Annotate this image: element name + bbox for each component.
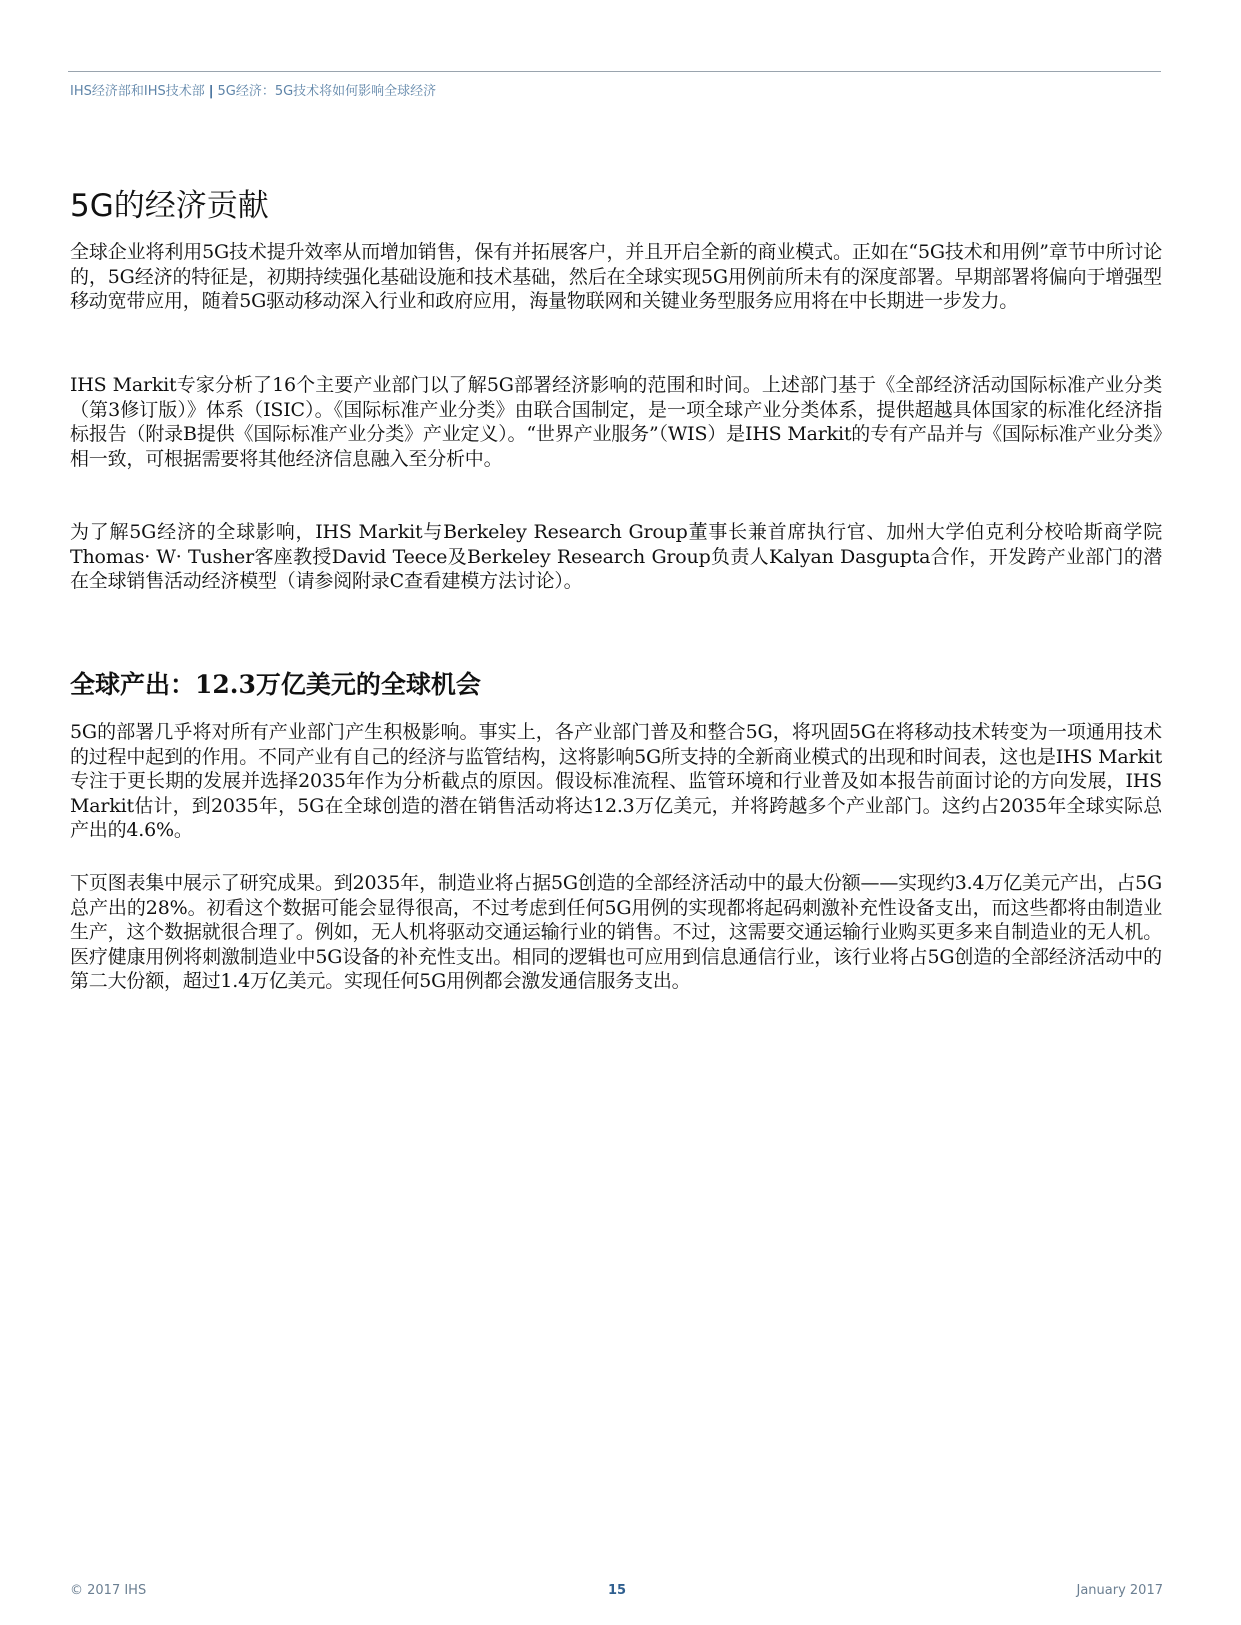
header-report-title: 5G经济：5G技术将如何影响全球经济: [217, 84, 437, 99]
section-paragraph-1: 全球企业将利用5G技术提升效率从而增加销售，保有并拓展客户，并且开启全新的商业模式。正如在“5G技术和用例”章节中所讨论的，5G经济的特征是，初期持续强化基础设施和技术基础，然后在全球实现5G用例前所未有的深度部署。早期部署将偏向于增强型移动宽带应用，随着5G驱动移动深入行业和政府应用，海量物联网和关键业务型服务应用将在中长期进一步发力。: [70, 241, 1162, 312]
section-paragraph-3: 为了解5G经济的全球影响，IHS Markit与Berkeley Research Group董事长兼首席执行官、加州大学伯克利分校哈斯商学院Thomas· W· Tusher客座教授David Teece及Berkeley Research Group负责人Kalyan Dasgupta合作，开发跨产业部门的潜在全球销售活动经济模型（请参阅附录C查看建模方法讨论）。: [70, 521, 1162, 592]
footer-copyright: © 2017 IHS: [70, 1583, 147, 1598]
section-paragraph-2: IHS Markit专家分析了16个主要产业部门以了解5G部署经济影响的范围和时间。上述部门基于《全部经济活动国际标准产业分类（第3修订版）》体系（ISIC）。《国际标准产业分类》由联合国制定，是一项全球产业分类体系，提供超越具体国家的标准化经济指标报告（附录B提供《国际标准产业分类》产业定义）。“世界产业服务”（WIS）是IHS Markit的专有产品并与《国际标准产业分类》相一致，可根据需要将其他经济信息融入至分析中。: [70, 374, 1162, 470]
header-rule: [68, 71, 1161, 72]
header-org: IHS经济部和IHS技术部: [70, 84, 205, 99]
footer-date: January 2017: [1076, 1583, 1163, 1598]
subsection-paragraph-1: 5G的部署几乎将对所有产业部门产生积极影响。事实上，各产业部门普及和整合5G，将巩固5G在将移动技术转变为一项通用技术的过程中起到的作用。不同产业有自己的经济与监管结构，这将影响5G所支持的全新商业模式的出现和时间表，这也是IHS Markit专注于更长期的发展并选择2035年作为分析截点的原因。假设标准流程、监管环境和行业普及如本报告前面讨论的方向发展，IHS Markit估计，到2035年，5G在全球创造的潜在销售活动将达12.3万亿美元，并将跨越多个产业部门。这约占2035年全球实际总产出的4.6%。: [70, 721, 1162, 841]
subsection-title: 全球产出：12.3万亿美元的全球机会: [70, 670, 481, 699]
footer-page-number: 15: [608, 1583, 627, 1598]
header-separator: |: [208, 84, 214, 99]
section-title: 5G的经济贡献: [70, 188, 269, 224]
subsection-paragraph-2: 下页图表集中展示了研究成果。到2035年，制造业将占据5G创造的全部经济活动中的最大份额——实现约3.4万亿美元产出，占5G总产出的28%。初看这个数据可能会显得很高，不过考虑到任何5G用例的实现都将起码刺激补充性设备支出，而这些都将由制造业生产，这个数据就很合理了。例如，无人机将驱动交通运输行业的销售。不过，这需要交通运输行业购买更多来自制造业的无人机。医疗健康用例将刺激制造业中5G设备的补充性支出。相同的逻辑也可应用到信息通信行业，该行业将占5G创造的全部经济活动中的第二大份额，超过1.4万亿美元。实现任何5G用例都会激发通信服务支出。: [70, 872, 1162, 992]
running-header: [70, 80, 436, 99]
